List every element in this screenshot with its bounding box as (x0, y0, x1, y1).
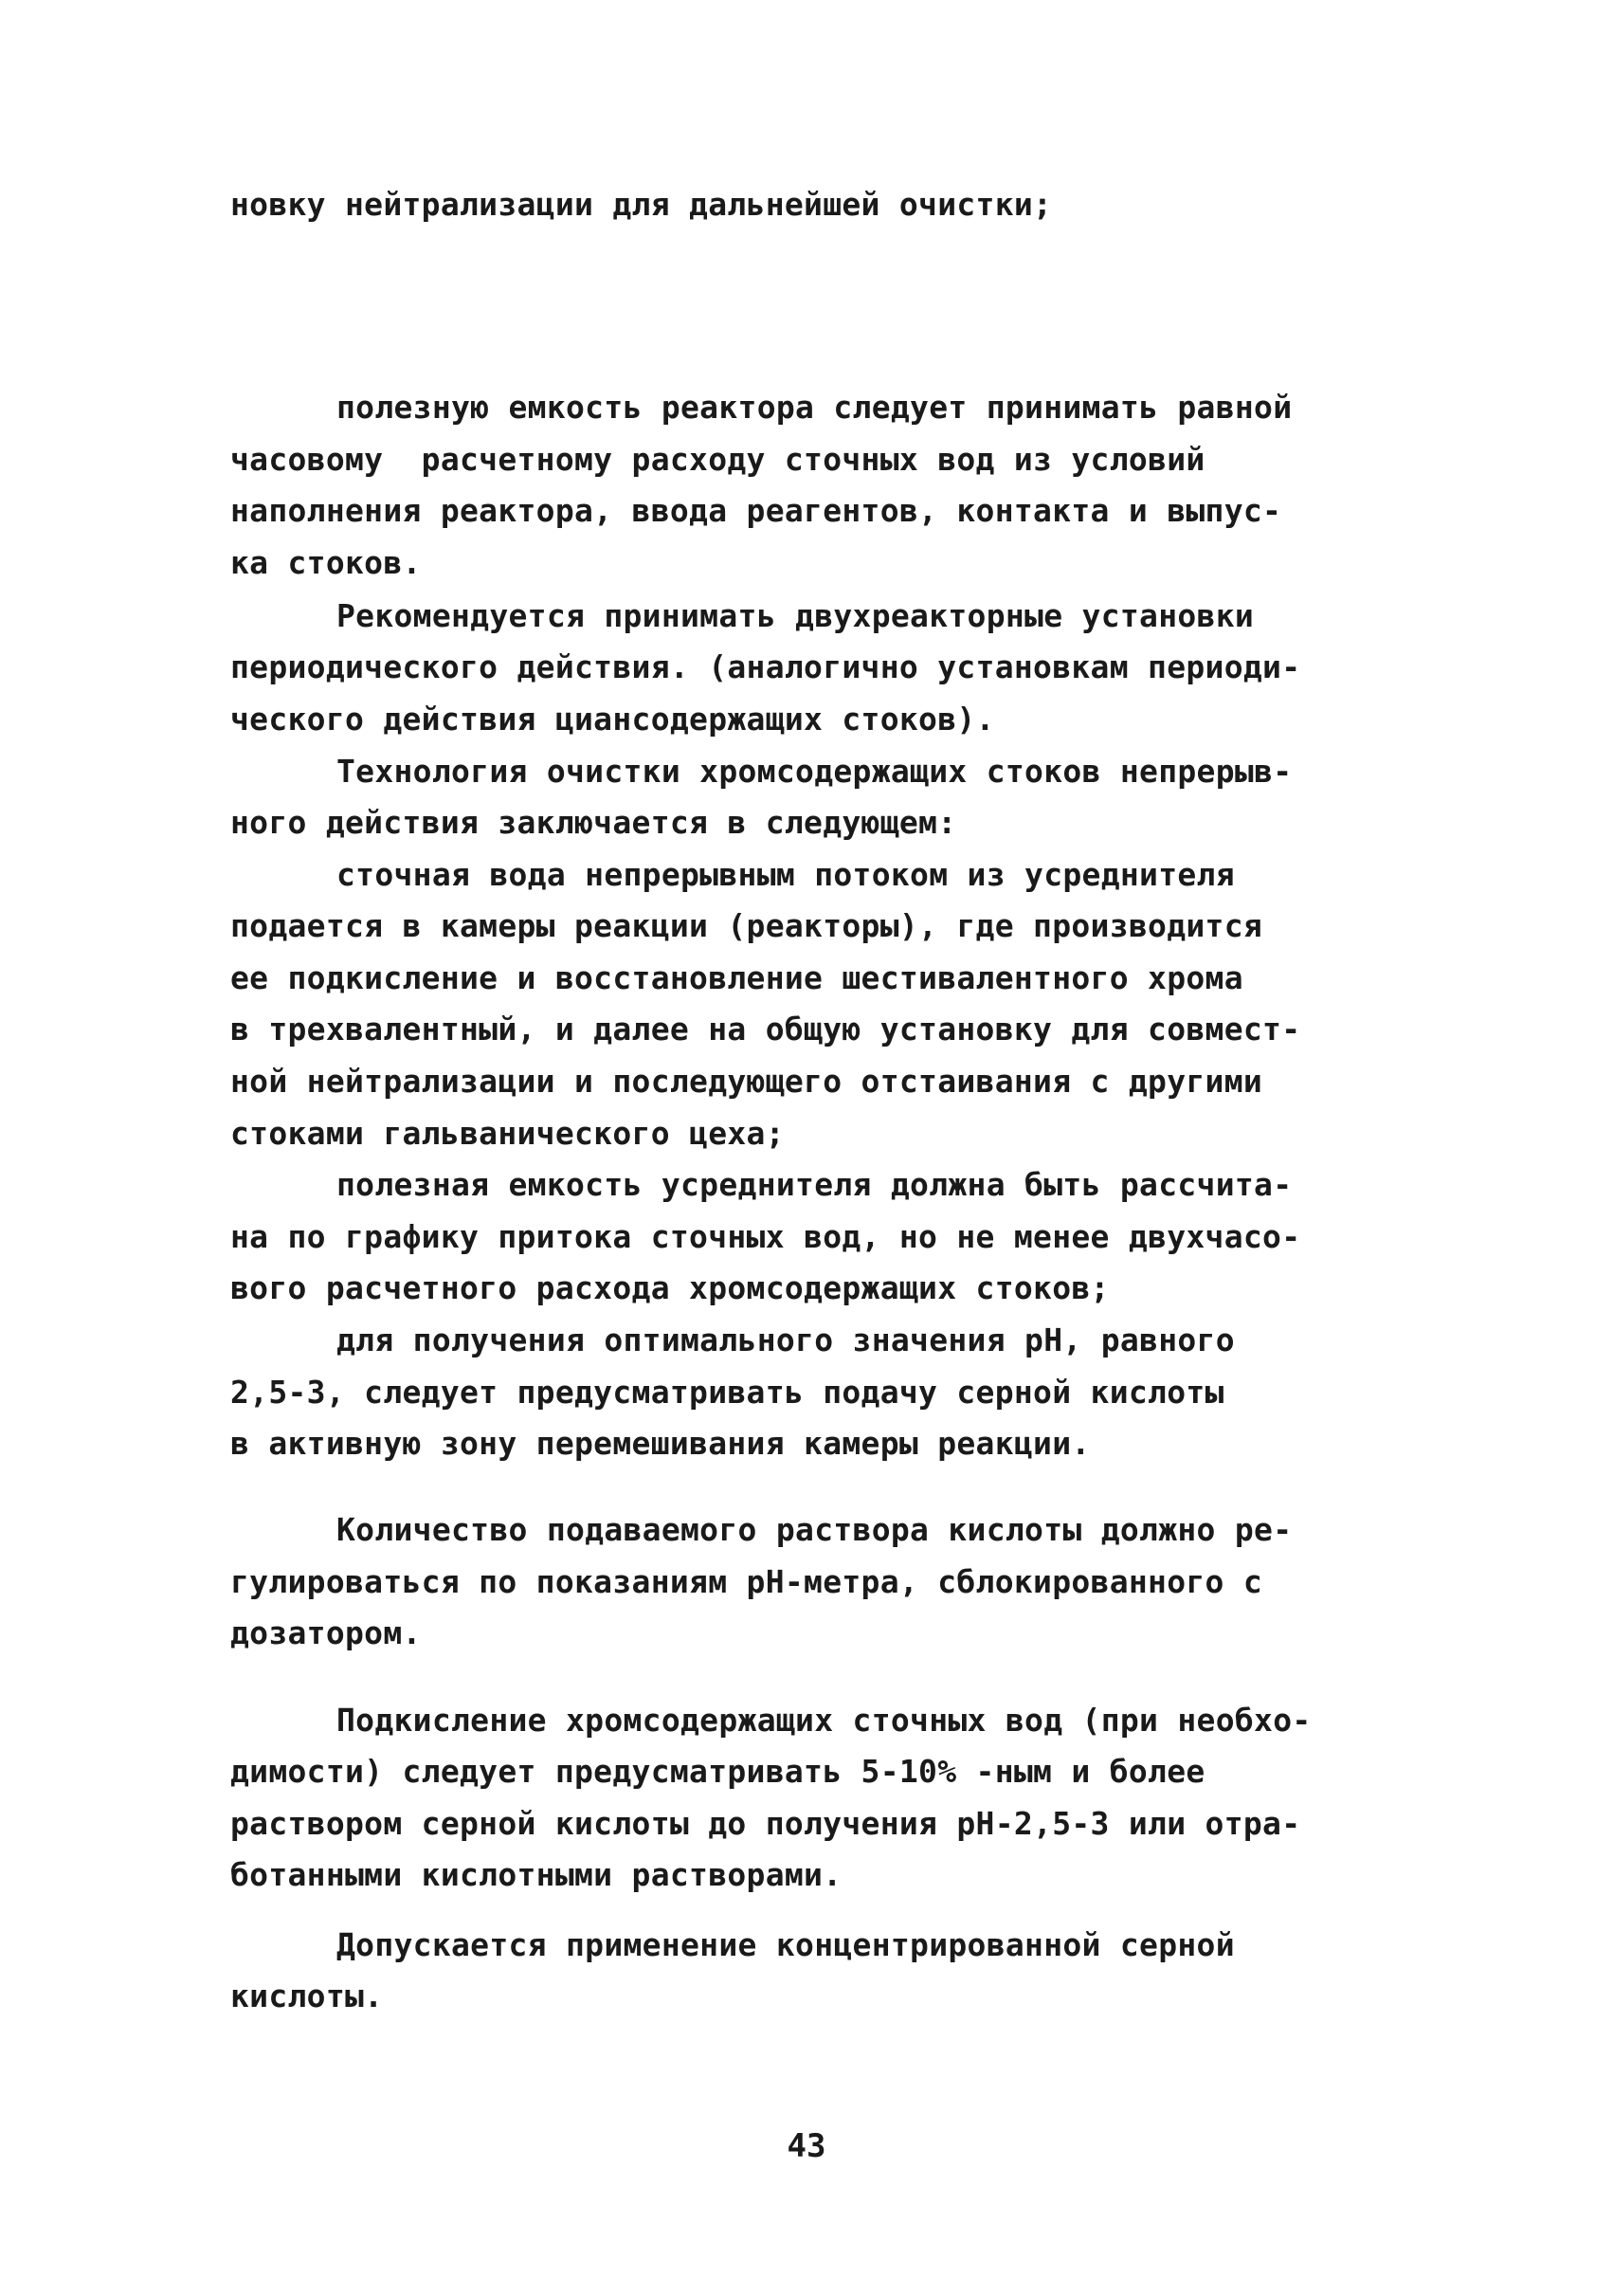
text-line: Подкисление хромсодержащих сточных вод (при необхо- (336, 1702, 1312, 1739)
text-line: периодического действия. (аналогично установкам периоди- (230, 648, 1301, 685)
text-line: сточная вода непрерывным потоком из усреднителя (336, 856, 1235, 893)
text-line: гулироваться по показаниям рН-метра, сблокированного с (230, 1563, 1263, 1600)
text-line: дозатором. (230, 1614, 422, 1651)
text-line: наполнения реактора, ввода реагентов, контакта и выпус- (230, 492, 1282, 529)
text-line: ка стоков. (230, 544, 422, 581)
text-line: вого расчетного расхода хромсодержащих стоков; (230, 1269, 1110, 1306)
text-line: на по графику притока сточных вод, но не менее двухчасо- (230, 1218, 1301, 1255)
text-line: ной нейтрализации и последующего отстаивания с другими (230, 1063, 1263, 1100)
text-line: Рекомендуется принимать двухреакторные установки (336, 597, 1255, 634)
text-line: ботанными кислотными растворами. (230, 1856, 843, 1893)
text-line: полезную емкость реактора следует принимать равной (336, 389, 1293, 426)
text-line: полезная емкость усреднителя должна быть рассчита- (336, 1166, 1293, 1203)
text-line: ного действия заключается в следующем: (230, 804, 957, 841)
text-line: в трехвалентный, и далее на общую установку для совмест- (230, 1011, 1301, 1048)
text-line: Допускается применение концентрированной серной (336, 1926, 1235, 1963)
text-line: ческого действия циансодержащих стоков). (230, 701, 995, 738)
text-line: стоками гальванического цеха; (230, 1115, 785, 1152)
page-number: 43 (787, 2127, 826, 2165)
text-line: 2,5-3, следует предусматривать подачу серной кислоты (230, 1374, 1224, 1411)
text-line: димости) следует предусматривать 5-10% -ным и более (230, 1753, 1205, 1790)
text-line: раствором серной кислоты до получения рН-2,5-3 или отра- (230, 1805, 1301, 1842)
text-line: для получения оптимального значения рН, равного (336, 1321, 1235, 1358)
text-line: часовому расчетному расходу сточных вод из условий (230, 441, 1205, 478)
text-line: новку нейтрализации для дальнейшей очистки; (230, 186, 1053, 223)
text-line: Технология очистки хромсодержащих стоков непрерыв- (336, 753, 1293, 790)
text-line: в активную зону перемешивания камеры реакции. (230, 1425, 1091, 1462)
text-line: подается в камеры реакции (реакторы), где производится (230, 907, 1263, 944)
text-line: ее подкисление и восстановление шестивалентного хрома (230, 959, 1243, 996)
text-line: кислоты. (230, 1977, 384, 2014)
text-line: Количество подаваемого раствора кислоты должно ре- (336, 1511, 1293, 1548)
